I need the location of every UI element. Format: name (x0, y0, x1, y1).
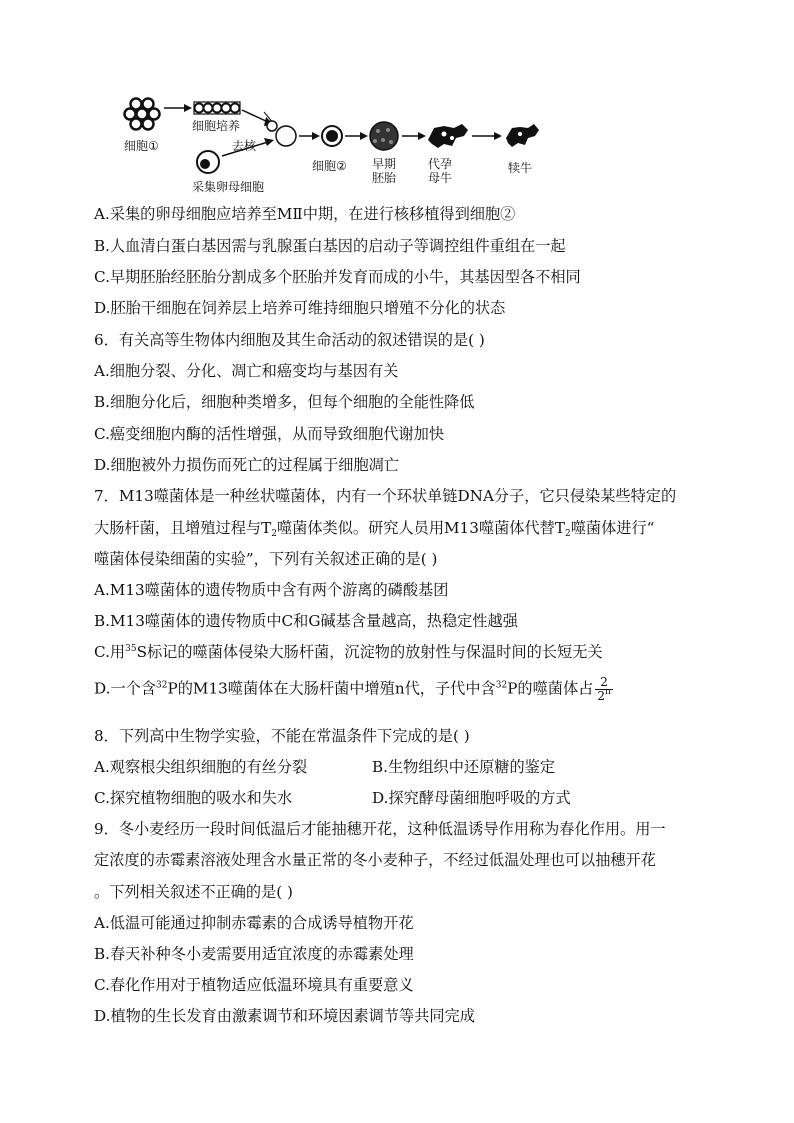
q6-option-b: B.细胞分化后，细胞种类增多，但每个细胞的全能性降低 (94, 393, 475, 411)
label-cell2: 细胞② (312, 159, 347, 173)
q5-option-d: D.胚胎干细胞在饲养层上培养可维持细胞只增殖不分化的状态 (94, 299, 506, 317)
cloning-process-figure (122, 92, 542, 200)
label-calf: 犊牛 (508, 161, 533, 175)
q9-stem-line3: 。下列相关叙述不正确的是( ) (94, 883, 293, 901)
label-culture: 细胞培养 (192, 119, 241, 133)
q8-option-c: C.探究植物细胞的吸水和失水 (94, 789, 293, 807)
q9-option-b: B.春天补种冬小麦需要用适宜浓度的赤霉素处理 (94, 945, 414, 963)
label-collect-egg: 采集卵母细胞 (192, 180, 265, 194)
q9-option-d: D.植物的生长发育由激素调节和环境因素调节等共同完成 (94, 1007, 475, 1025)
q7-stem-line2: 大肠杆菌，且增殖过程与$T_2$噬菌体类似。研究人员用M13噬菌体代替$T_2$噬菌体进行“ (94, 519, 655, 539)
cell2-icon (322, 126, 342, 146)
q9-option-c: C.春化作用对于植物适应低温环境具有重要意义 (94, 976, 414, 994)
q6-option-d: D.细胞被外力损伤而死亡的过程属于细胞凋亡 (94, 456, 400, 474)
q8-row-ab (94, 756, 556, 778)
cell-cluster-icon (125, 99, 160, 130)
q7-option-b: B.M13噬菌体的遗传物质中C和G碱基含量越高，热稳定性越强 (94, 612, 518, 630)
q8-option-b: B.生物组织中还原糖的鉴定 (372, 758, 556, 776)
early-embryo-icon (370, 122, 398, 150)
q7-option-c: C.用$^{35}$S标记的噬菌体侵染大肠杆菌，沉淀物的放射性与保温时间的长短无关 (94, 643, 603, 661)
label-early-embryo-1: 早期 (372, 157, 397, 171)
label-surrogate-2: 母牛 (428, 171, 453, 185)
q5-option-c: C.早期胚胎经胚胎分割成多个胚胎并发育而成的小牛，其基因型各不相同 (94, 268, 581, 286)
label-surrogate-1: 代孕 (428, 157, 453, 171)
fraction-2-over-2n: $\frac{2}{2^n}$ (597, 675, 611, 703)
q8-option-a: A.观察根尖组织细胞的有丝分裂 (94, 758, 308, 776)
q7-stem-line1: 7．M13噬菌体是一种丝状噬菌体，内有一个环状单链DNA分子，它只侵染某些特定的 (94, 487, 677, 505)
q8-option-d: D.探究酵母菌细胞呼吸的方式 (372, 789, 571, 807)
cloning-diagram (122, 92, 542, 200)
cell-culture-icon (194, 102, 240, 114)
egg-cell-icon (197, 151, 219, 173)
q7-option-a: A.M13噬菌体的遗传物质中含有两个游离的磷酸基团 (94, 581, 449, 599)
q7-stem-line3: 噬菌体侵染细菌的实验”，下列有关叙述正确的是( ) (94, 550, 438, 568)
label-early-embryo-2: 胚胎 (372, 171, 397, 185)
label-enucleate: 去核 (232, 139, 257, 153)
label-cell1: 细胞① (124, 139, 159, 153)
q9-stem-line1: 9．冬小麦经历一段时间低温后才能抽穗开花，这种低温诱导作用称为春化作用。用一 (94, 820, 666, 838)
q6-stem: 6．有关高等生物体内细胞及其生命活动的叙述错误的是( ) (94, 331, 485, 349)
q8-row-cd (94, 787, 571, 809)
q5-option-a: A.采集的卵母细胞应培养至MⅡ中期，在进行核移植得到细胞② (94, 205, 516, 223)
q8-stem: 8．下列高中生物学实验，不能在常温条件下完成的是( ) (94, 727, 470, 745)
q6-option-a: A.细胞分裂、分化、凋亡和癌变均与基因有关 (94, 362, 399, 380)
q7-option-d: D.一个含$^{32}$P的M13噬菌体在大肠杆菌中增殖n代，子代中含$^{32}$P的噬菌体占 $\frac{2}{2^n}$ (94, 675, 611, 703)
calf-icon (506, 124, 539, 147)
q6-option-c: C.癌变细胞内酶的活性增强，从而导致细胞代谢加快 (94, 425, 445, 443)
surrogate-cow-icon (428, 124, 468, 148)
q5-option-b: B.人血清白蛋白基因需与乳腺蛋白基因的启动子等调控组件重组在一起 (94, 237, 566, 255)
q9-stem-line2: 定浓度的赤霉素溶液处理含水量正常的冬小麦种子，不经过低温处理也可以抽穗开花 (94, 851, 656, 869)
q9-option-a: A.低温可能通过抑制赤霉素的合成诱导植物开花 (94, 914, 414, 932)
